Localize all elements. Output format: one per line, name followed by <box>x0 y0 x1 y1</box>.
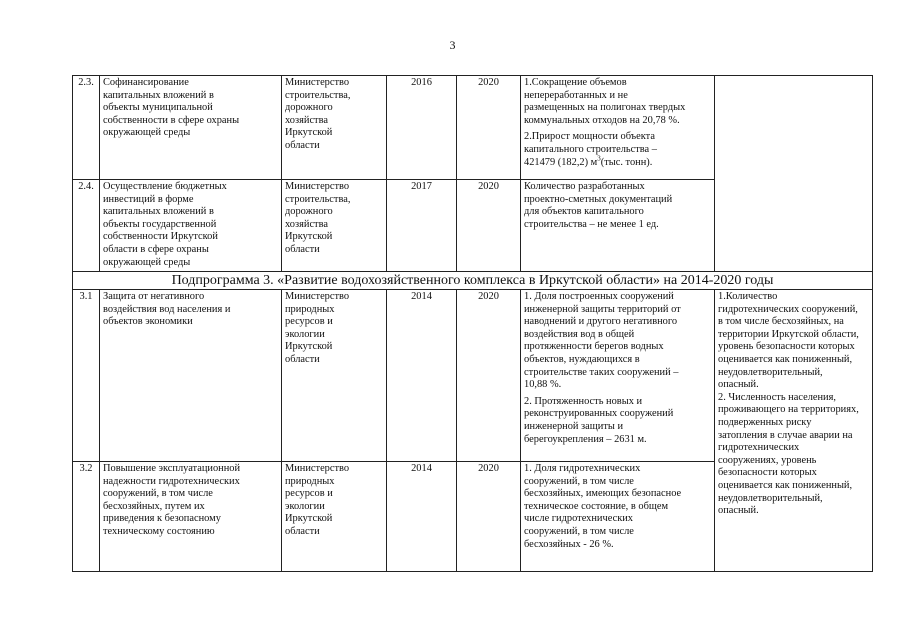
text-line: реконструированных сооружений <box>524 408 674 420</box>
text-line: окружающей среды <box>103 127 191 139</box>
start-year: 2016 <box>387 76 457 180</box>
text-line: протяженности берегов водных <box>524 341 664 353</box>
target-indicators-subprogram-2 <box>715 76 873 272</box>
start-year: 2014 <box>387 462 457 572</box>
text-line: хозяйства <box>285 114 328 126</box>
text-line: дорожного <box>285 206 333 218</box>
text-line: собственности Иркутской <box>103 231 218 243</box>
measure-name <box>100 180 282 272</box>
text-line: хозяйства <box>285 218 328 230</box>
text-line: сооружениях, уровень <box>718 454 817 466</box>
text-line: собственности в сфере охраны <box>103 114 240 126</box>
text-line: числе гидротехнических <box>524 513 634 525</box>
text-line: области <box>285 243 320 255</box>
text-line: природных <box>285 475 335 487</box>
text-line: 2. Протяженность новых и <box>524 395 643 407</box>
text-line: бесхозяйных, путем их <box>103 500 205 512</box>
text-line: Повышение эксплуатационной <box>103 463 241 474</box>
text-line: капитальных вложений в <box>103 206 214 218</box>
text-line: инженерной защиты территорий от <box>524 303 681 315</box>
subprogram-title-row <box>73 272 873 290</box>
text-line: объекты государственной <box>103 218 217 230</box>
text-line: техническое состояние, в общем <box>524 500 669 512</box>
text-line: надежности гидротехнических <box>103 475 240 487</box>
text-line: непереработанных и не <box>524 89 628 101</box>
text-line: капитальных вложений в <box>103 89 214 101</box>
capacity-unit: (тыс. тонн). <box>600 156 653 168</box>
text-line: строительства, <box>285 193 351 205</box>
text-line: сооружений, в том числе <box>103 488 213 500</box>
text-line <box>524 154 711 170</box>
text-line: инженерной защиты и <box>524 420 624 432</box>
expected-result <box>521 76 715 180</box>
text-line: гидротехнических <box>718 442 800 454</box>
text-line: Количество разработанных <box>524 181 645 192</box>
text-line: объектов, нуждающихся в <box>524 353 640 365</box>
text-line: 2. Численность населения, <box>718 391 836 403</box>
text-line: окружающей среды <box>103 256 191 268</box>
row-number: 3.1 <box>73 290 100 462</box>
text-line: экологии <box>285 500 325 512</box>
table-row-3-1 <box>73 290 873 462</box>
text-line: области в сфере охраны <box>103 243 209 255</box>
expected-result <box>521 290 715 462</box>
text-line: техническому состоянию <box>103 525 215 537</box>
text-line: объекты муниципальной <box>103 102 213 114</box>
text-line: инвестиций в форме <box>103 193 194 205</box>
text-line: подверженных риску <box>718 416 812 428</box>
end-year: 2020 <box>457 290 521 462</box>
text-line: Защита от негативного <box>103 291 205 302</box>
text-line: ресурсов и <box>285 488 333 500</box>
text-line: области <box>285 353 320 365</box>
text-line: территории Иркутской области, <box>718 328 859 340</box>
row-number: 2.4. <box>73 180 100 272</box>
text-line: гидротехнических сооружений, <box>718 303 858 315</box>
measure-name <box>100 462 282 572</box>
text-line: ресурсов и <box>285 316 333 328</box>
text-line: Иркутской <box>285 231 333 243</box>
row-number: 3.2 <box>73 462 100 572</box>
program-table <box>72 75 873 572</box>
text-line: проживающего на территориях, <box>718 404 859 416</box>
text-line: оценивается как пониженный, <box>718 479 853 491</box>
text-line: 1. Доля построенных сооружений <box>524 291 674 302</box>
text-line: сооружений, в том числе <box>524 475 634 487</box>
measure-name <box>100 290 282 462</box>
end-year: 2020 <box>457 180 521 272</box>
text-line: Осуществление бюджетных <box>103 181 227 192</box>
measure-name <box>100 76 282 180</box>
text-line: неудовлетворительный, <box>718 492 823 504</box>
text-line: Министерство <box>285 463 350 474</box>
text-line: оценивается как пониженный, <box>718 353 853 365</box>
text-line: берегоукрепления – 2631 м. <box>524 433 647 445</box>
text-line: бесхозяйных, имеющих безопасное <box>524 488 682 500</box>
text-line: 10,88 %. <box>524 379 562 391</box>
subprogram-title: Подпрограмма 3. «Развитие водохозяйственного комплекса в Иркутской области» на 2014-2020 годы <box>73 272 873 290</box>
text-line: воздействия вод населения и <box>103 303 231 315</box>
end-year: 2020 <box>457 76 521 180</box>
text-line: Иркутской <box>285 127 333 139</box>
text-line: Министерство <box>285 77 350 88</box>
text-line: опасный. <box>718 379 759 391</box>
text-line: в том числе бесхозяйных, на <box>718 316 844 328</box>
text-line: безопасности которых <box>718 467 817 479</box>
text-line: наводнений и другого негативного <box>524 316 678 328</box>
text-line: Софинансирование <box>103 77 189 88</box>
text-line: Иркутской <box>285 341 333 353</box>
text-line: 1.Сокращение объемов <box>524 77 627 88</box>
executor <box>282 76 387 180</box>
text-line: дорожного <box>285 102 333 114</box>
expected-result <box>521 180 715 272</box>
text-line: уровень безопасности которых <box>718 341 855 353</box>
executor <box>282 290 387 462</box>
text-line: сооружений, в том числе <box>524 525 634 537</box>
text-line: размещенных на полигонах твердых <box>524 102 686 114</box>
text-line: воздействия вод в общей <box>524 328 635 340</box>
text-line: проектно-сметных документаций <box>524 193 673 205</box>
text-line: неудовлетворительный, <box>718 366 823 378</box>
start-year: 2017 <box>387 180 457 272</box>
text-line: строительства – не менее 1 ед. <box>524 218 659 230</box>
text-line: Иркутской <box>285 513 333 525</box>
executor <box>282 180 387 272</box>
cubic-superscript: 3 <box>597 154 601 163</box>
text-line: затопления в случае аварии на <box>718 429 853 441</box>
target-indicators-subprogram-3 <box>715 290 873 572</box>
capacity-value: 421479 (182,2) м <box>524 156 598 168</box>
text-line: области <box>285 525 320 537</box>
text-line: бесхозяйных - 26 %. <box>524 538 614 550</box>
text-line: капитального строительства – <box>524 143 657 155</box>
row-number: 2.3. <box>73 76 100 180</box>
text-line: объектов экономики <box>103 316 193 328</box>
text-line: 1.Количество <box>718 291 778 302</box>
text-line: опасный. <box>718 505 759 517</box>
text-line: строительства, <box>285 89 351 101</box>
text-line: экологии <box>285 328 325 340</box>
text-line: Министерство <box>285 291 350 302</box>
executor <box>282 462 387 572</box>
text-line: природных <box>285 303 335 315</box>
start-year: 2014 <box>387 290 457 462</box>
text-line: 1. Доля гидротехнических <box>524 463 641 474</box>
text-line: приведения к безопасному <box>103 513 221 525</box>
end-year: 2020 <box>457 462 521 572</box>
expected-result <box>521 462 715 572</box>
text-line: 2.Прирост мощности объекта <box>524 131 655 143</box>
text-line: области <box>285 139 320 151</box>
text-line: строительстве таких сооружений – <box>524 366 679 378</box>
table-row-2-3 <box>73 76 873 180</box>
text-line: для объектов капитального <box>524 206 644 218</box>
text-line: Министерство <box>285 181 350 192</box>
page-number: 3 <box>449 38 456 52</box>
text-line: коммунальных отходов на 20,78 %. <box>524 114 680 126</box>
